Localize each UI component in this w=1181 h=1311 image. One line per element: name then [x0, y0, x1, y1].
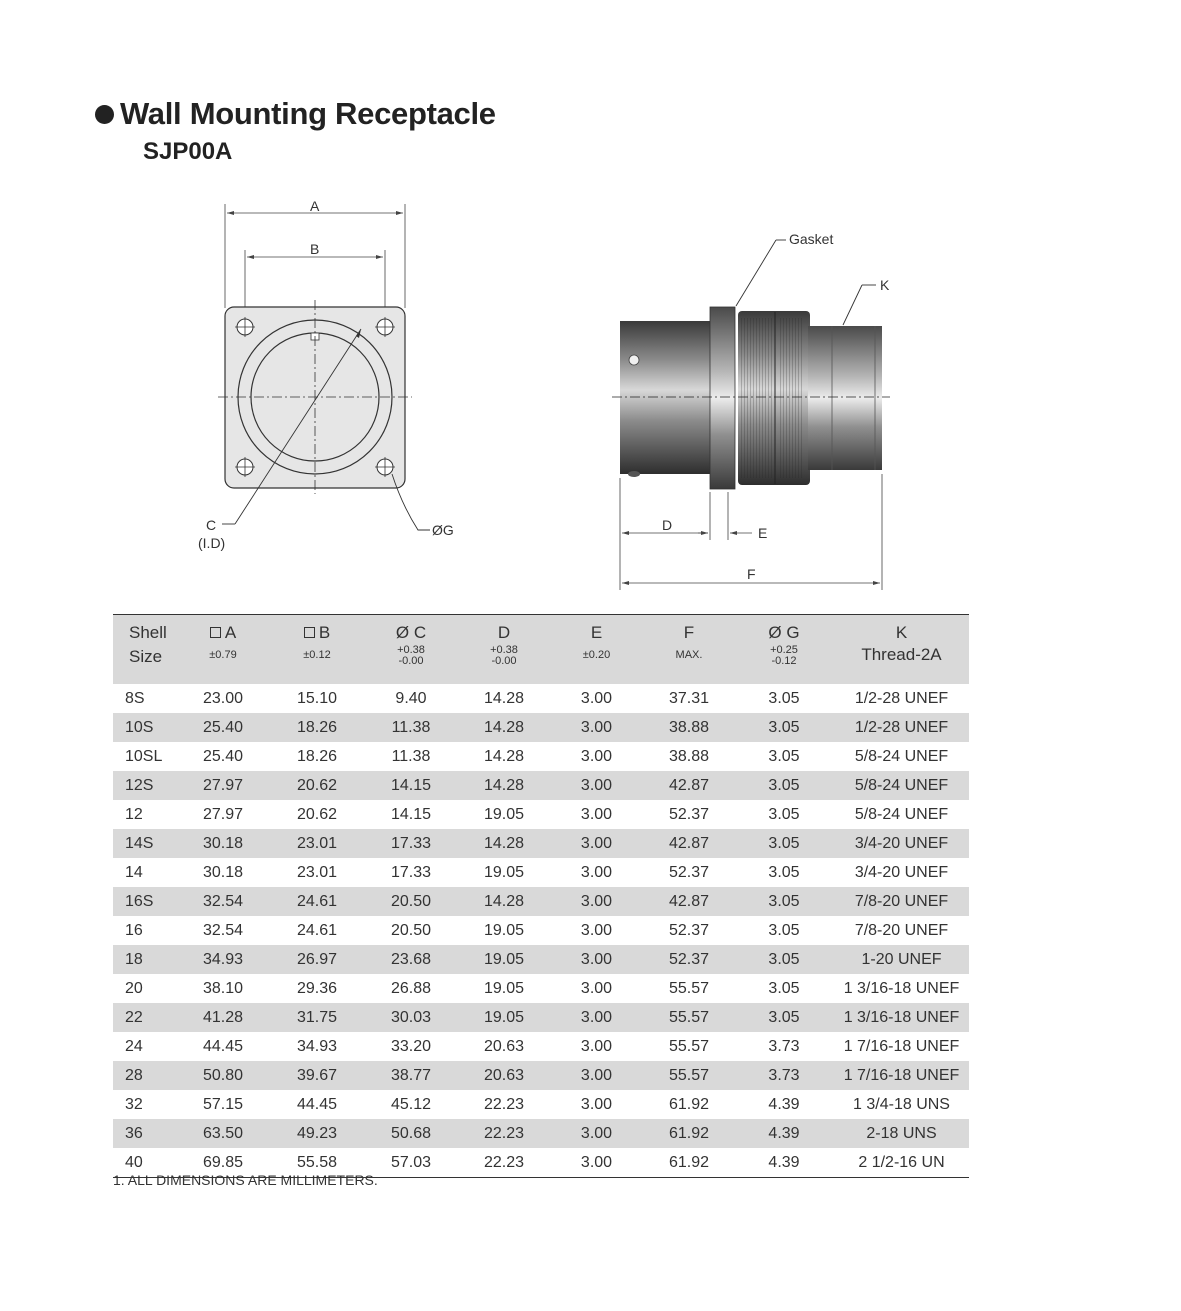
table-cell: 14S — [125, 834, 154, 852]
table-cell: 9.40 — [395, 689, 427, 707]
table-row — [113, 887, 969, 916]
header-e: E ±0.20 — [549, 615, 644, 685]
table-cell: 2-18 UNS — [866, 1124, 937, 1142]
header-a: A ±0.79 — [175, 615, 271, 685]
table-cell: 12S — [125, 776, 154, 794]
table-cell: 55.57 — [668, 1008, 710, 1026]
dimension-table — [113, 614, 969, 1178]
table-cell: 69.85 — [175, 1148, 271, 1178]
label-k: K — [880, 277, 890, 293]
table-cell: 25.40 — [202, 747, 244, 765]
dim-label-c: C — [206, 517, 217, 533]
table-cell: 45.12 — [390, 1095, 432, 1113]
header-g: Ø G +0.25 -0.12 — [734, 615, 834, 685]
table-cell: 50.68 — [390, 1124, 432, 1142]
table-cell: 57.15 — [202, 1095, 244, 1113]
table-cell: 29.36 — [296, 979, 338, 997]
table-cell: 1 3/16-18 UNEF — [843, 979, 960, 997]
table-cell: 4.39 — [734, 1148, 834, 1178]
label-gasket: Gasket — [789, 231, 834, 247]
table-cell: 52.37 — [668, 921, 710, 939]
table-cell: 11.38 — [391, 718, 431, 736]
table-cell: 42.87 — [668, 834, 710, 852]
table-cell: 14.28 — [483, 689, 525, 707]
table-cell: 3.00 — [580, 805, 613, 823]
table-cell: 3.05 — [768, 747, 800, 765]
table-cell: 3.00 — [580, 1066, 613, 1084]
table-cell: 14.28 — [483, 776, 525, 794]
table-cell: 31.75 — [296, 1008, 338, 1026]
table-row — [113, 713, 969, 742]
table-cell: 18.26 — [296, 747, 338, 765]
front-view — [198, 198, 454, 551]
table-cell: 24.61 — [296, 921, 338, 939]
dim-label-e: E — [758, 525, 768, 541]
table-cell: 23.00 — [202, 689, 244, 707]
table-cell: 1 7/16-18 UNEF — [843, 1037, 960, 1055]
table-cell: 27.97 — [202, 776, 244, 794]
table-cell: 42.87 — [668, 892, 710, 910]
table-cell: 3.05 — [768, 834, 800, 852]
table-cell: 5/8-24 UNEF — [854, 776, 949, 794]
table-cell: 55.57 — [668, 1066, 710, 1084]
table-cell: 14.28 — [483, 834, 525, 852]
table-cell: 17.33 — [390, 863, 432, 881]
technical-drawing — [0, 0, 1181, 610]
table-cell: 52.37 — [668, 805, 710, 823]
table-cell: 38.88 — [668, 718, 710, 736]
table-cell: 20 — [125, 979, 143, 997]
table-cell: 26.97 — [296, 950, 338, 968]
table-cell: 3.05 — [768, 979, 800, 997]
table-cell: 49.23 — [296, 1124, 338, 1142]
table-cell: 14 — [125, 863, 143, 881]
table-cell: 32 — [125, 1095, 143, 1113]
table-cell: 39.67 — [296, 1066, 338, 1084]
table-cell: 3.00 — [580, 718, 613, 736]
table-cell: 57.03 — [363, 1148, 459, 1178]
table-row — [113, 916, 969, 945]
table-cell: 3.00 — [580, 747, 613, 765]
table-row — [113, 684, 969, 713]
table-cell: 63.50 — [202, 1124, 244, 1142]
table-cell: 17.33 — [390, 834, 432, 852]
table-cell: 20.63 — [483, 1037, 525, 1055]
table-cell: 20.50 — [390, 921, 432, 939]
table-cell: 30.18 — [202, 834, 244, 852]
table-cell: 30.18 — [202, 863, 244, 881]
table-cell: 28 — [125, 1066, 143, 1084]
table-cell: 19.05 — [483, 979, 525, 997]
table-cell: 3.05 — [768, 805, 800, 823]
table-cell: 61.92 — [668, 1095, 710, 1113]
table-cell: 34.93 — [202, 950, 244, 968]
table-cell: 33.20 — [390, 1037, 432, 1055]
footnote: 1. ALL DIMENSIONS ARE MILLIMETERS. — [113, 1172, 378, 1188]
square-icon — [304, 627, 315, 638]
table-cell: 40 — [113, 1148, 175, 1178]
table-cell: 22.23 — [483, 1124, 525, 1142]
table-cell: 3.05 — [768, 776, 800, 794]
table-cell: 3/4-20 UNEF — [854, 834, 949, 852]
table-cell: 14.28 — [483, 747, 525, 765]
table-cell: 42.87 — [668, 776, 710, 794]
table-cell: 32.54 — [202, 921, 244, 939]
table-row — [113, 771, 969, 800]
page-title: Wall Mounting Receptacle — [120, 96, 496, 131]
table-cell: 16S — [125, 892, 154, 910]
table-cell: 32.54 — [202, 892, 244, 910]
table-cell: 3.05 — [768, 863, 800, 881]
table-cell: 3.05 — [768, 892, 800, 910]
table-cell: 3.00 — [580, 950, 613, 968]
table-cell: 1 7/16-18 UNEF — [843, 1066, 960, 1084]
table-cell: 38.88 — [668, 747, 710, 765]
table-cell: 10SL — [125, 747, 163, 765]
header-f: F MAX. — [644, 615, 734, 685]
table-cell: 37.31 — [668, 689, 710, 707]
header-d: D +0.38 -0.00 — [459, 615, 549, 685]
table-cell: 5/8-24 UNEF — [854, 805, 949, 823]
table-cell: 10S — [125, 718, 154, 736]
table-row — [113, 1003, 969, 1032]
page-subtitle: SJP00A — [143, 138, 233, 165]
table-cell: 20.50 — [390, 892, 432, 910]
table-cell: 8S — [125, 689, 145, 707]
table-cell: 19.05 — [483, 950, 525, 968]
table-row — [113, 1061, 969, 1090]
table-header-row — [113, 615, 969, 685]
table-cell: 14.15 — [390, 805, 432, 823]
table-cell: 61.92 — [668, 1124, 710, 1142]
table-cell: 3.00 — [580, 689, 613, 707]
table-cell: 7/8-20 UNEF — [854, 892, 949, 910]
table-cell: 44.45 — [202, 1037, 244, 1055]
table-cell: 27.97 — [202, 805, 244, 823]
table-cell: 41.28 — [202, 1008, 244, 1026]
table-row — [113, 742, 969, 771]
table-body — [113, 684, 969, 1178]
table-cell: 61.92 — [644, 1148, 734, 1178]
table-row — [113, 1090, 969, 1119]
table-cell: 3.00 — [580, 1008, 613, 1026]
table-cell: 3.00 — [580, 1124, 613, 1142]
table-cell: 14.15 — [390, 776, 432, 794]
table-cell: 22 — [125, 1008, 143, 1026]
table-row — [113, 800, 969, 829]
table-cell: 1-20 UNEF — [861, 950, 942, 968]
table-cell: 2 1/2-16 UN — [834, 1148, 969, 1178]
table-cell: 4.39 — [768, 1095, 800, 1113]
table-cell: 3.05 — [768, 921, 800, 939]
table-cell: 19.05 — [483, 863, 525, 881]
table-cell: 20.63 — [483, 1066, 525, 1084]
table-cell: 26.88 — [390, 979, 432, 997]
table-cell: 1 3/16-18 UNEF — [843, 1008, 960, 1026]
table-cell: 20.62 — [296, 776, 338, 794]
table-cell: 14.28 — [483, 718, 525, 736]
table-cell: 23.68 — [390, 950, 432, 968]
table-cell: 11.38 — [391, 747, 431, 765]
table-cell: 3.00 — [580, 1095, 613, 1113]
table-row — [113, 829, 969, 858]
table-cell: 7/8-20 UNEF — [854, 921, 949, 939]
table-cell: 24.61 — [296, 892, 338, 910]
table-cell: 3.05 — [768, 718, 800, 736]
table-cell: 15.10 — [296, 689, 338, 707]
dim-label-b: B — [310, 241, 320, 257]
table-cell: 4.39 — [768, 1124, 800, 1142]
header-c: Ø C +0.38 -0.00 — [363, 615, 459, 685]
table-cell: 3.05 — [768, 1008, 800, 1026]
side-view — [612, 231, 890, 590]
table-cell: 50.80 — [202, 1066, 244, 1084]
table-row — [113, 1119, 969, 1148]
dim-label-a: A — [310, 198, 320, 214]
table-cell: 18.26 — [296, 718, 338, 736]
table-cell: 3.73 — [768, 1037, 800, 1055]
table-cell: 25.40 — [202, 718, 244, 736]
table-cell: 20.62 — [296, 805, 338, 823]
table-cell: 22.23 — [459, 1148, 549, 1178]
table-cell: 23.01 — [296, 834, 338, 852]
table-row — [113, 974, 969, 1003]
dim-label-f: F — [747, 566, 756, 582]
table-row — [113, 858, 969, 887]
table-cell: 52.37 — [668, 950, 710, 968]
table-cell: 38.10 — [202, 979, 244, 997]
table-cell: 38.77 — [390, 1066, 432, 1084]
table-cell: 18 — [125, 950, 143, 968]
table-cell: 23.01 — [296, 863, 338, 881]
table-cell: 3.00 — [580, 863, 613, 881]
table-cell: 19.05 — [483, 921, 525, 939]
table-cell: 44.45 — [296, 1095, 338, 1113]
dim-label-c-sub: (I.D) — [198, 535, 226, 551]
table-cell: 55.57 — [668, 1037, 710, 1055]
square-icon — [210, 627, 221, 638]
table-cell: 34.93 — [296, 1037, 338, 1055]
table-cell: 19.05 — [483, 1008, 525, 1026]
table-cell: 12 — [125, 805, 143, 823]
table-cell: 30.03 — [390, 1008, 432, 1026]
table-cell: 55.57 — [668, 979, 710, 997]
table-cell: 3.73 — [768, 1066, 800, 1084]
table-row — [113, 945, 969, 974]
dim-label-g: ØG — [432, 522, 454, 538]
table-row — [113, 1032, 969, 1061]
table-cell: 16 — [125, 921, 143, 939]
table-cell: 3.00 — [580, 892, 613, 910]
table-cell: 3.00 — [580, 1037, 613, 1055]
table-cell: 22.23 — [483, 1095, 525, 1113]
table-cell: 52.37 — [668, 863, 710, 881]
header-k: K Thread-2A — [834, 615, 969, 685]
header-b: B ±0.12 — [271, 615, 363, 685]
table-cell: 1/2-28 UNEF — [854, 689, 949, 707]
table-cell: 5/8-24 UNEF — [854, 747, 949, 765]
table-cell: 24 — [125, 1037, 143, 1055]
table-cell: 3.05 — [768, 689, 800, 707]
dim-label-d: D — [662, 517, 673, 533]
table-cell: 36 — [125, 1124, 143, 1142]
table-cell: 3.00 — [580, 776, 613, 794]
table-cell: 3.00 — [580, 979, 613, 997]
table-cell: 55.58 — [271, 1148, 363, 1178]
table-cell: 1 3/4-18 UNS — [853, 1095, 950, 1113]
header-shell-size: Shell Size — [113, 615, 175, 685]
table-cell: 3.00 — [580, 921, 613, 939]
table-cell: 19.05 — [483, 805, 525, 823]
table-cell: 3.05 — [768, 950, 800, 968]
table-cell: 14.28 — [483, 892, 525, 910]
table-cell: 1/2-28 UNEF — [854, 718, 949, 736]
table-cell: 3.00 — [580, 834, 613, 852]
table-cell: 3.00 — [549, 1148, 644, 1178]
table-cell: 3/4-20 UNEF — [854, 863, 949, 881]
